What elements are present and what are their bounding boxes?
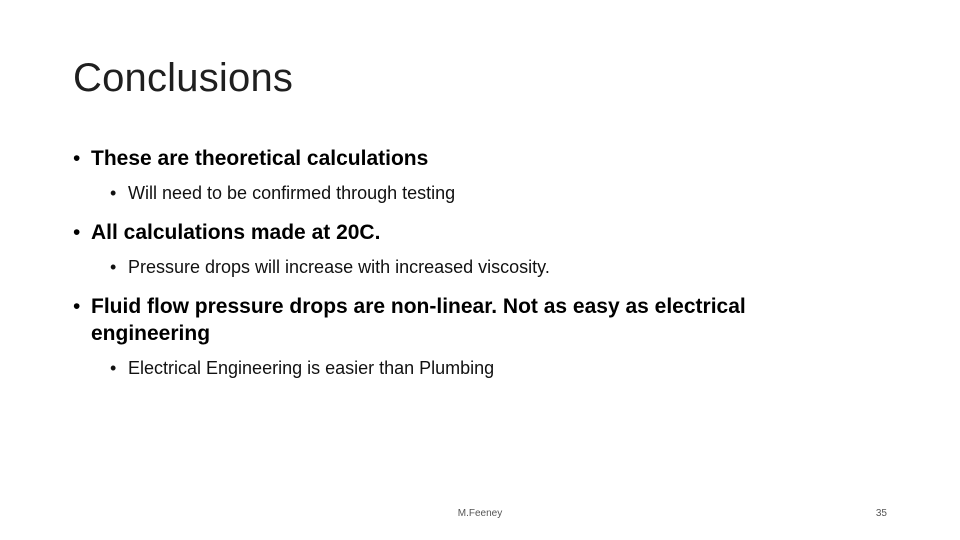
bullet-group — [73, 145, 873, 205]
sub-bullet-item — [73, 356, 873, 380]
sub-bullet-glyph: • — [110, 183, 117, 203]
bullet-glyph: • — [73, 295, 81, 318]
sub-bullet-glyph: • — [110, 358, 117, 378]
bullet-item — [73, 293, 851, 347]
sub-bullet-item — [73, 181, 873, 205]
bullet-group — [73, 293, 873, 380]
footer-author: M.Feeney — [457, 508, 503, 519]
page-number: 35 — [875, 508, 887, 519]
bullet-item — [73, 145, 873, 172]
bullet-text: All calculations made at 20C. — [91, 221, 381, 244]
bullet-group — [73, 219, 873, 279]
bullet-text: Fluid flow pressure drops are non-linear. Not as easy as electrical engineering — [91, 295, 746, 345]
slide-title: Conclusions — [73, 56, 294, 100]
bullet-glyph: • — [73, 221, 81, 244]
sub-bullet-glyph: • — [110, 257, 117, 277]
bullet-list — [73, 145, 873, 390]
bullet-glyph: • — [73, 147, 81, 170]
sub-bullet-text: Will need to be confirmed through testing — [128, 183, 456, 203]
sub-bullet-item — [73, 255, 873, 279]
bullet-item — [73, 219, 873, 246]
sub-bullet-text: Electrical Engineering is easier than Plumbing — [128, 358, 495, 378]
sub-bullet-text: Pressure drops will increase with increased viscosity. — [128, 257, 550, 277]
bullet-text: These are theoretical calculations — [91, 147, 429, 170]
